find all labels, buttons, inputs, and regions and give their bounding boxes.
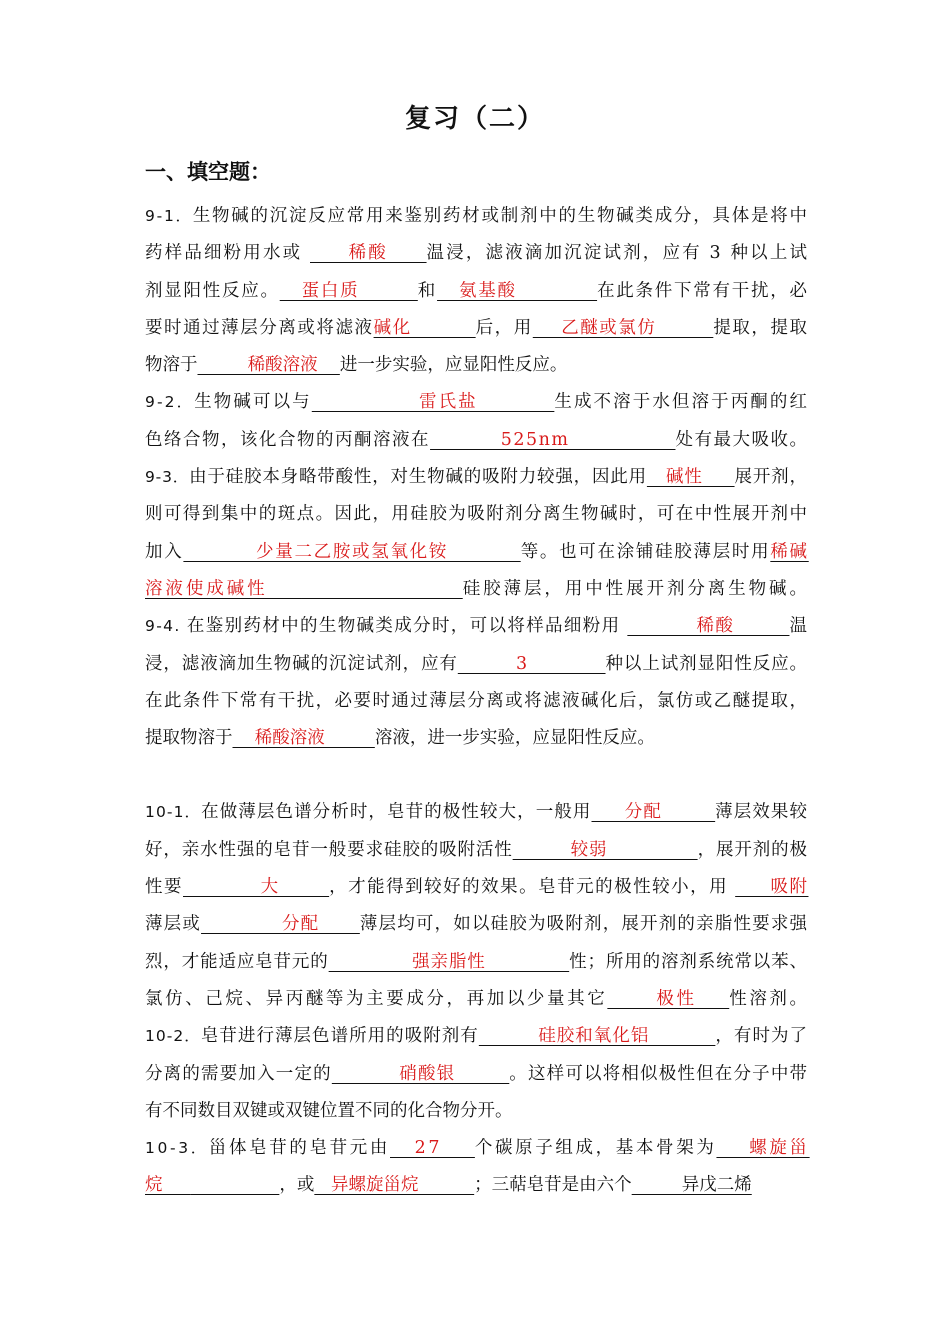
question-text: 后，用 (475, 317, 533, 338)
question-text: 由于硅胶本身略带酸性，对生物碱的吸附力较强，因此用 (189, 467, 647, 488)
answer-blank: 螺旋甾 (716, 1138, 810, 1159)
text-line (145, 646, 807, 683)
text-line (145, 1018, 807, 1055)
answer-blank: 3 (457, 653, 606, 674)
question-text: 在此条件下常有干扰，必要时通过薄层分离或将滤液碱化后，氯仿或乙醚提取， (145, 690, 809, 711)
text-line (145, 459, 807, 496)
text-line (145, 534, 807, 571)
question-text: 。这样可以将相似极性但在分子中带 (509, 1063, 809, 1084)
question-text: 温浸，滤液滴加沉淀试剂，应有 3 种以上试 (426, 243, 810, 264)
question-text: 浸，滤液滴加生物碱的沉淀试剂，应有 (145, 653, 458, 674)
text-line (145, 273, 807, 310)
question-text: 烈，才能适应皂苷元的 (145, 951, 329, 972)
question-text: 薄层效果较 (715, 802, 809, 823)
text-line (145, 981, 810, 1018)
empty-blank (301, 579, 462, 599)
answer-blank: 分配 (201, 914, 360, 935)
text-line (145, 608, 807, 645)
question-text: 性溶剂。 (729, 988, 810, 1009)
question-text: 有不同数目双键或双键位置不同的化合物分开。 (145, 1100, 513, 1121)
text-line (145, 235, 810, 272)
answer-blank: 稀酸溶液 (232, 728, 375, 749)
question-text: 和 (417, 280, 438, 301)
text-line (145, 1167, 807, 1204)
question-text: 薄层均可，如以硅胶为吸附剂，展开剂的亲脂性要求强 (359, 914, 809, 935)
text-line (145, 198, 807, 235)
question-text: 性要 (145, 877, 183, 898)
answer-blank: 乙醚或氯仿 (532, 317, 714, 338)
text-line (145, 1056, 807, 1093)
text-line (145, 757, 807, 794)
question-text: 要时通过薄层分离或将滤液 (145, 317, 374, 338)
question-text: 薄层或 (145, 914, 202, 935)
answer-blank: 异螺旋甾烷 (314, 1175, 475, 1196)
text-line (145, 1130, 810, 1167)
answer-blank: 525nm (430, 429, 676, 450)
text-line (145, 944, 807, 981)
answer-blank: 碱性 (646, 467, 735, 488)
question-text: 氯仿、己烷、异丙醚等为主要成分，再加以少量其它 (145, 988, 608, 1009)
answer-blank: 蛋白质 (279, 280, 418, 301)
question-text: 提取物溶于 (145, 728, 233, 749)
answer-blank: 烷 (145, 1175, 191, 1196)
answer-blank: 硝酸银 (331, 1063, 510, 1084)
answer-blank: 强亲脂性 (328, 951, 570, 972)
answer-blank: 吸附 (735, 877, 809, 898)
question-text: 种以上试剂显阳性反应。 (605, 653, 808, 674)
question-text: 则可得到集中的斑点。因此，用硅胶为吸附剂分离生物碱时，可在中性展开剂中 (145, 504, 809, 525)
answer-blank: 溶液使成碱性 (145, 578, 302, 599)
question-text: ，有时为了 (715, 1026, 809, 1047)
answer-blank: 稀酸 (310, 243, 427, 264)
text-line (145, 384, 810, 421)
question-text: 分离的需要加入一定的 (145, 1063, 332, 1084)
question-text: 在做薄层色谱分析时，皂苷的极性较大，一般用 (201, 802, 592, 823)
question-number: 10-2． (145, 1027, 201, 1046)
text-line (145, 496, 807, 533)
question-number: 9-1． (145, 207, 193, 225)
section-heading: 一、填空题： (145, 160, 271, 184)
question-text: 生物碱的沉淀反应常用来鉴别药材或制剂中的生物碱类成分，具体是将中 (192, 206, 809, 226)
text-line (145, 794, 807, 831)
question-text: ；三萜皂苷是由六个 (474, 1175, 632, 1196)
answer-blank: 分配 (591, 802, 716, 823)
question-text: 性；所用的溶剂系统常以苯、 (569, 951, 808, 972)
question-text: 处有最大吸收。 (675, 429, 809, 450)
question-number: 9-4. (145, 617, 187, 636)
answer-blank: 稀酸 (627, 616, 790, 637)
question-number: 9-2． (145, 393, 195, 412)
text-line (145, 310, 807, 347)
answer-blank: 碱化 (373, 317, 476, 338)
question-text: 加入 (145, 541, 184, 562)
question-text: 物溶于 (145, 355, 198, 376)
question-text: 药样品细粉用水或 (145, 243, 310, 264)
text-line (145, 347, 807, 384)
text-line (145, 683, 807, 720)
question-text: 等。也可在涂铺硅胶薄层时用 (520, 541, 771, 562)
answer-blank: 雷氏盐 (311, 392, 555, 413)
answer-blank: 稀酸溶液 (197, 355, 340, 376)
question-text: ，或 (279, 1175, 315, 1196)
question-text: 色络合物，该化合物的丙酮溶液在 (145, 429, 431, 450)
question-text: 剂显阳性反应。 (145, 280, 280, 301)
question-number: 10-1． (145, 803, 202, 822)
answer-blank: 大 (183, 877, 330, 898)
answer-blank: 稀碱 (770, 541, 809, 562)
question-text: 硅胶薄层，用中性展开剂分离生物碱。 (462, 578, 810, 599)
text-line (145, 720, 807, 757)
page-title: 复习（二） (404, 104, 545, 134)
answer-blank: 硅胶和氧化铝 (478, 1026, 716, 1047)
text-line (145, 906, 807, 943)
question-text: 好，亲水性强的皂苷一般要求硅胶的吸附活性 (145, 839, 513, 860)
question-text: 展开剂， (734, 467, 808, 488)
question-text: 溶液，进一步实验，应显阳性反应。 (374, 728, 655, 749)
answer-blank: 极性 (607, 988, 730, 1009)
question-text: 个碳原子组成，基本骨架为 (474, 1138, 717, 1159)
empty-blank (190, 1175, 279, 1195)
text-line (145, 422, 807, 459)
text-line (145, 832, 807, 869)
answer-blank: 少量二乙胺或氢氧化铵 (183, 541, 521, 562)
question-number: 9-3． (145, 468, 190, 487)
text-line (145, 869, 807, 906)
question-text: 生成不溶于水但溶于丙酮的红 (554, 392, 810, 413)
question-text: ，展开剂的极 (697, 839, 808, 860)
question-text: 提取，提取 (713, 317, 809, 338)
question-text: ，才能得到较好的效果。皂苷元的极性较小，用 (329, 877, 736, 898)
question-text: 进一步实验，应显阳性反应。 (339, 355, 568, 376)
answer-blank: 较弱 (512, 839, 698, 860)
question-number: 10-3． (145, 1139, 209, 1158)
answer-blank: 氨基酸 (437, 280, 598, 301)
question-text: 在鉴别药材中的生物碱类成分时，可以将样品细粉用 (186, 616, 628, 637)
question-text: 甾体皂苷的皂苷元由 (208, 1138, 390, 1159)
question-text: 温 (789, 616, 809, 637)
question-text: 生物碱可以与 (194, 392, 312, 413)
text-line (145, 571, 810, 608)
answer-blank: 27 (390, 1138, 475, 1159)
question-body (145, 198, 810, 1205)
text-line (145, 1093, 807, 1130)
question-text: 在此条件下常有干扰，必 (597, 280, 809, 301)
empty-blank: 异戊二烯 (631, 1175, 752, 1196)
question-text: 皂苷进行薄层色谱所用的吸附剂有 (200, 1026, 479, 1047)
